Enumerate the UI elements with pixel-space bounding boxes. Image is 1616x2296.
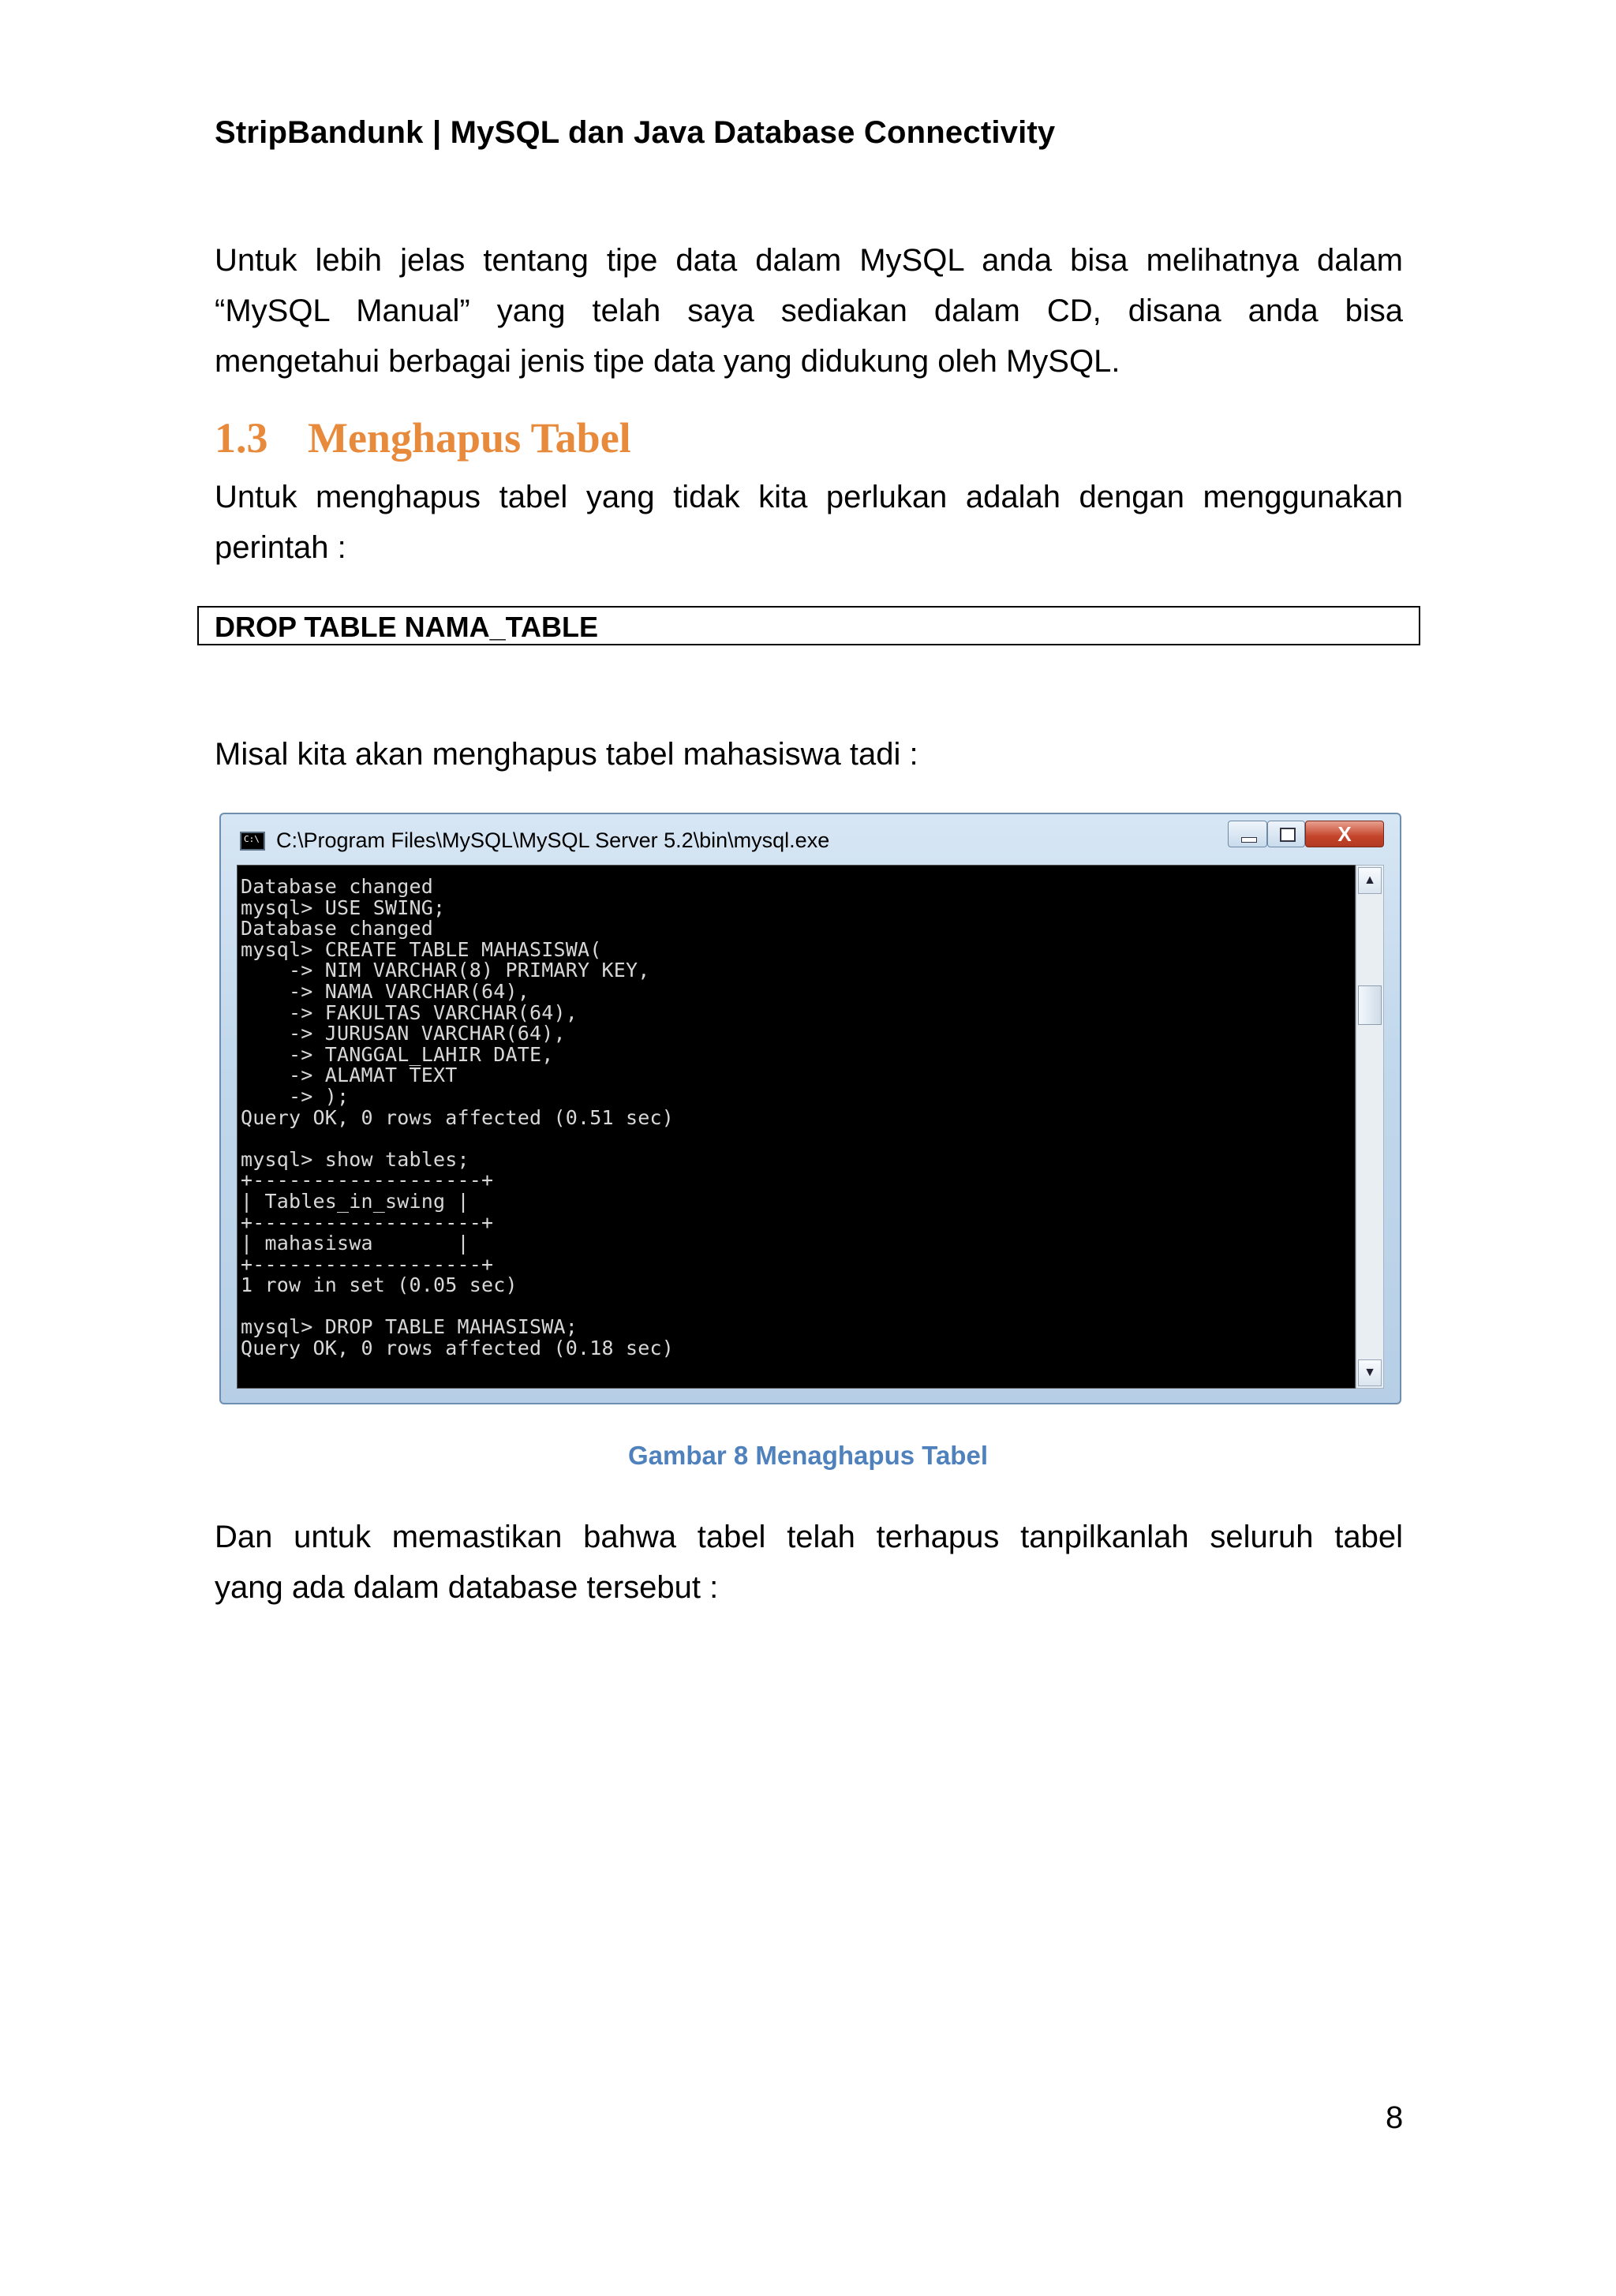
minimize-button[interactable] (1228, 821, 1267, 847)
section-title: Menghapus Tabel (308, 414, 631, 462)
close-button[interactable] (1305, 821, 1384, 847)
section-heading (215, 413, 631, 462)
code-box (197, 606, 1420, 645)
example-paragraph: Misal kita akan menghapus tabel mahasiswa tadi : (215, 737, 918, 772)
console-app-icon (240, 832, 265, 851)
window-title: C:\Program Files\MySQL\MySQL Server 5.2\bin\mysql.exe (276, 828, 830, 852)
drop-paragraph-line-2: perintah : (215, 530, 346, 565)
code-command: DROP TABLE NAMA_TABLE (215, 611, 598, 643)
console-window-screenshot (219, 813, 1401, 1404)
intro-paragraph-line-1: Untuk lebih jelas tentang tipe data dalam MySQL anda bisa melihatnya dalam (215, 243, 1403, 278)
running-header: StripBandunk | MySQL dan Java Database Connectivity (215, 115, 1056, 150)
maximize-button[interactable] (1267, 821, 1305, 847)
console-text: Database changed mysql> USE SWING; Database changed mysql> CREATE TABLE MAHASISWA( -> NIM VARCHAR(8) PRIMARY KEY, -> NAMA VARCHAR(64), -> FAKULTAS VARCHAR(64), -> JURUSAN VARCHAR(64), -> TANGGAL_LAHIR DATE, -> ALAMAT TEXT -> ); Query OK, 0 rows affected (0.51 sec) mysql> show tables; +-------------------+ | Tables_in_swing | +-------------------+ | mahasiswa | +-------------------+ 1 row in set (0.05 sec) mysql> DROP TABLE MAHASISWA; Query OK, 0 rows affected (0.18 sec) (241, 875, 675, 1360)
figure-caption: Gambar 8 Menaghapus Tabel (627, 1441, 988, 1470)
vertical-scrollbar[interactable] (1356, 865, 1384, 1389)
page-number: 8 (1386, 2100, 1404, 2135)
verify-paragraph-line-2: yang ada dalam database tersebut : (215, 1570, 719, 1605)
drop-paragraph-line-1: Untuk menghapus tabel yang tidak kita perlukan adalah dengan menggunakan (215, 480, 1403, 514)
intro-paragraph-line-2: “MySQL Manual” yang telah saya sediakan dalam CD, disana anda bisa (215, 294, 1403, 328)
intro-paragraph-line-3: mengetahui berbagai jenis tipe data yang didukung oleh MySQL. (215, 344, 1120, 379)
close-icon: X (1337, 822, 1352, 846)
verify-paragraph-line-1: Dan untuk memastikan bahwa tabel telah terhapus tanpilkanlah seluruh tabel (215, 1520, 1403, 1554)
console-output-area[interactable] (237, 865, 1356, 1389)
section-number: 1.3 (215, 414, 268, 462)
scroll-up-arrow-icon[interactable]: ▲ (1358, 867, 1382, 894)
scroll-down-arrow-icon[interactable]: ▼ (1358, 1359, 1382, 1386)
scroll-thumb[interactable] (1358, 985, 1382, 1025)
